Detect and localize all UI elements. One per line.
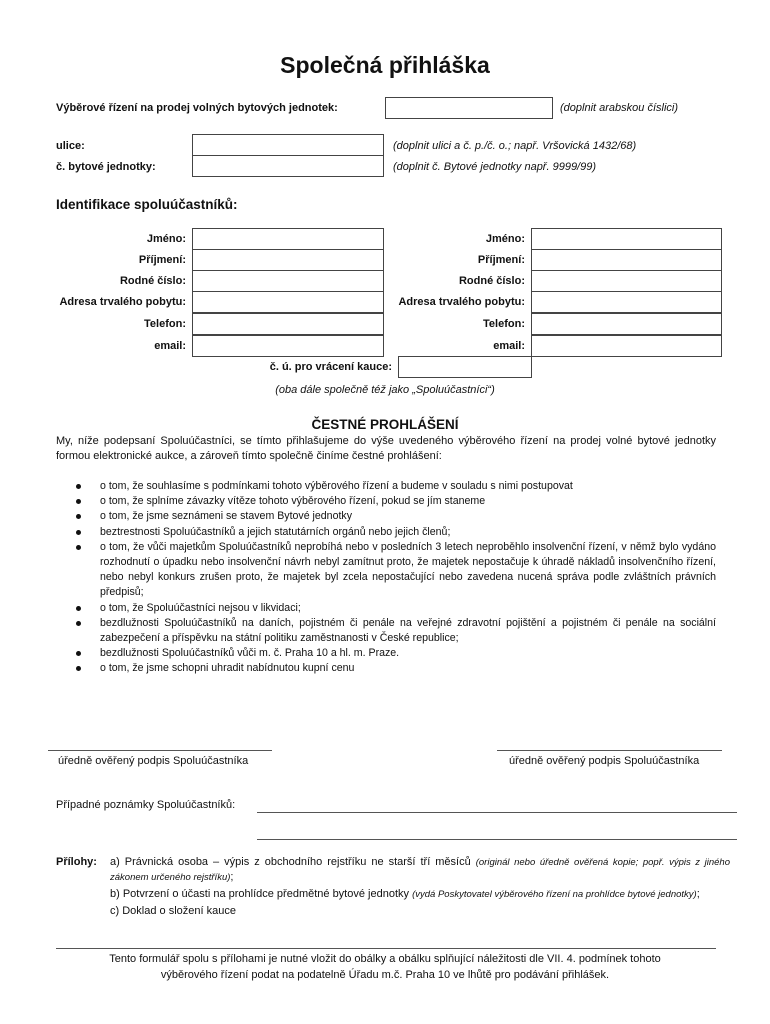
footer-line-2: výběrového řízení podat na podatelně Úřadu m.č. Praha 10 ve lhůtě pro podávání přihlášek.	[160, 969, 610, 981]
declaration-list	[74, 479, 716, 677]
participant-2-address-label: Adresa trvalého pobytu:	[398, 296, 525, 308]
participant-2-address-input[interactable]	[531, 291, 722, 313]
participant-1-birth-number-label: Rodné číslo:	[119, 275, 186, 287]
participant-1-email-input[interactable]	[192, 335, 384, 357]
participant-2-email-label: email:	[493, 340, 525, 352]
footer-note	[40, 951, 730, 983]
declaration-intro: My, níže podepsaní Spoluúčastníci, se tímto přihlašujeme do výše uvedeného výběrového řízení na prodej volné bytové jednotky formou elektronické aukce, a zároveň tímto společně činíme čestné prohlášení:	[56, 435, 716, 462]
page-title: Společná přihláška	[280, 52, 490, 78]
attachment-b-end: ;	[696, 888, 700, 900]
footer-divider	[56, 948, 716, 949]
refund-account-input[interactable]	[398, 356, 532, 378]
signature-line-right[interactable]	[497, 750, 722, 751]
participants-note: (oba dále společně též jako „Spoluúčastníci“)	[275, 384, 495, 396]
bullet-icon	[76, 484, 81, 489]
attachment-a-end: ;	[230, 871, 234, 883]
list-item	[74, 616, 716, 646]
bullet-icon	[76, 514, 81, 519]
attachment-a-note: (originál nebo úředně ověřená kopie; popř. výpis z jiného zákonem určeného rejstříku)	[110, 857, 730, 883]
participant-2-email-input[interactable]	[531, 335, 722, 357]
refund-account-label: č. ú. pro vrácení kauce:	[269, 361, 392, 373]
list-item-text: o tom, že souhlasíme s podmínkami tohoto výběrového řízení a budeme v souladu s nimi postupovat	[100, 480, 573, 492]
attachment-b	[110, 887, 730, 902]
declaration-heading: ČESTNÉ PROHLÁŠENÍ	[311, 417, 459, 432]
list-item-text: beztrestnosti Spoluúčastníků a jejich statutárních orgánů nebo jejich členů;	[100, 525, 451, 538]
tender-number-input[interactable]	[385, 97, 553, 119]
participant-2-phone-input[interactable]	[531, 313, 722, 335]
attachments-list	[110, 855, 730, 919]
list-item	[74, 494, 716, 509]
participant-2-first-name-input[interactable]	[531, 228, 722, 250]
unit-input[interactable]	[192, 155, 384, 177]
participant-1-surname-input[interactable]	[192, 249, 384, 271]
list-item	[74, 525, 716, 540]
participant-2-first-name-label: Jméno:	[485, 233, 525, 245]
list-item-text: o tom, že splníme závazky vítěze tohoto výběrového řízení, pokud se jím staneme	[100, 495, 486, 508]
bullet-icon	[76, 651, 81, 656]
list-item-text: bezdlužnosti Spoluúčastníků na daních, pojistném či penále na veřejné zdravotní pojištění a pojistném či penále na sociální zabezpečení a příspěvku na státní politiku zaměstnanosti v České republice;	[100, 616, 716, 645]
participant-1-address-label: Adresa trvalého pobytu:	[59, 296, 186, 308]
attachment-a	[110, 855, 730, 885]
unit-hint: (doplnit č. Bytové jednotky např. 9999/99)	[393, 161, 597, 173]
signature-line-left[interactable]	[48, 750, 272, 751]
bullet-icon	[76, 530, 81, 535]
footer-line-1: Tento formulář spolu s přílohami je nutné vložit do obálky a obálku splňující náležitosti dle VII. 4. podmínek tohoto	[109, 953, 661, 965]
participant-1-email-label: email:	[154, 340, 186, 352]
tender-label: Výběrové řízení na prodej volných bytových jednotek:	[56, 102, 338, 114]
bullet-icon	[76, 545, 81, 550]
list-item	[74, 479, 716, 494]
list-item-text: o tom, že jsme schopni uhradit nabídnutou kupní cenu	[100, 662, 355, 675]
street-hint: (doplnit ulici a č. p./č. o.; např. Vršovická 1432/68)	[393, 140, 637, 152]
participant-1-first-name-input[interactable]	[192, 228, 384, 250]
participant-1-address-input[interactable]	[192, 291, 384, 313]
list-item	[74, 509, 716, 524]
list-item	[74, 646, 716, 661]
list-item-text: bezdlužnosti Spoluúčastníků vůči m. č. Praha 10 a hl. m. Praze.	[100, 647, 400, 660]
signature-caption-left: úředně ověřený podpis Spoluúčastníka	[58, 755, 249, 767]
identification-heading: Identifikace spoluúčastníků:	[56, 197, 238, 212]
attachment-a-text: a) Právnická osoba – výpis z obchodního rejstříku ne starší tří měsíců	[110, 856, 471, 868]
attachment-c-text: c) Doklad o složení kauce	[110, 905, 236, 917]
participant-1-birth-number-input[interactable]	[192, 270, 384, 292]
list-item-text: o tom, že vůči majetkům Spoluúčastníků neprobíhá nebo v posledních 3 letech neproběhlo insolvenční řízení, v němž bylo vydáno rozhodnutí o úpadku nebo insolvenční návrh nebyl zamítnut proto, že majetek nepostačuje k úhradě nákladů insolvenčního řízení, nebo nebyl konkurs zrušen proto, že majetek byl zcela nepostačující nebo zavedena nucená správa podle zvláštních právních předpisů;	[100, 540, 716, 599]
participant-2-surname-label: Příjmení:	[477, 254, 525, 266]
list-item	[74, 661, 716, 676]
attachments-label: Přílohy:	[56, 856, 97, 868]
bullet-icon	[76, 499, 81, 504]
participant-2-birth-number-input[interactable]	[531, 270, 722, 292]
attachment-b-text: b) Potvrzení o účasti na prohlídce předmětné bytové jednotky	[110, 888, 410, 900]
bullet-icon	[76, 621, 81, 626]
participant-1-surname-label: Příjmení:	[138, 254, 186, 266]
list-item	[74, 601, 716, 616]
participant-2-birth-number-label: Rodné číslo:	[458, 275, 525, 287]
bullet-icon	[76, 606, 81, 611]
tender-hint: (doplnit arabskou číslici)	[560, 102, 678, 114]
participant-1-phone-input[interactable]	[192, 313, 384, 335]
notes-line-1[interactable]	[257, 812, 737, 813]
participant-1-first-name-label: Jméno:	[146, 233, 186, 245]
notes-label: Případné poznámky Spoluúčastníků:	[56, 799, 236, 811]
signature-caption-right: úředně ověřený podpis Spoluúčastníka	[509, 755, 700, 767]
street-label: ulice:	[56, 140, 85, 152]
list-item	[74, 540, 716, 601]
street-input[interactable]	[192, 134, 384, 156]
participant-2-phone-label: Telefon:	[483, 318, 525, 330]
list-item-text: o tom, že Spoluúčastníci nejsou v likvidaci;	[100, 601, 301, 614]
participant-1-phone-label: Telefon:	[144, 318, 186, 330]
bullet-icon	[76, 666, 81, 671]
attachment-b-note: (vydá Poskytovatel výběrového řízení na prohlídce bytové jednotky)	[412, 889, 697, 900]
notes-line-2[interactable]	[257, 839, 737, 840]
unit-label: č. bytové jednotky:	[56, 161, 156, 173]
attachment-c	[110, 904, 730, 919]
participant-2-surname-input[interactable]	[531, 249, 722, 271]
list-item-text: o tom, že jsme seznámeni se stavem Bytové jednotky	[100, 510, 353, 523]
